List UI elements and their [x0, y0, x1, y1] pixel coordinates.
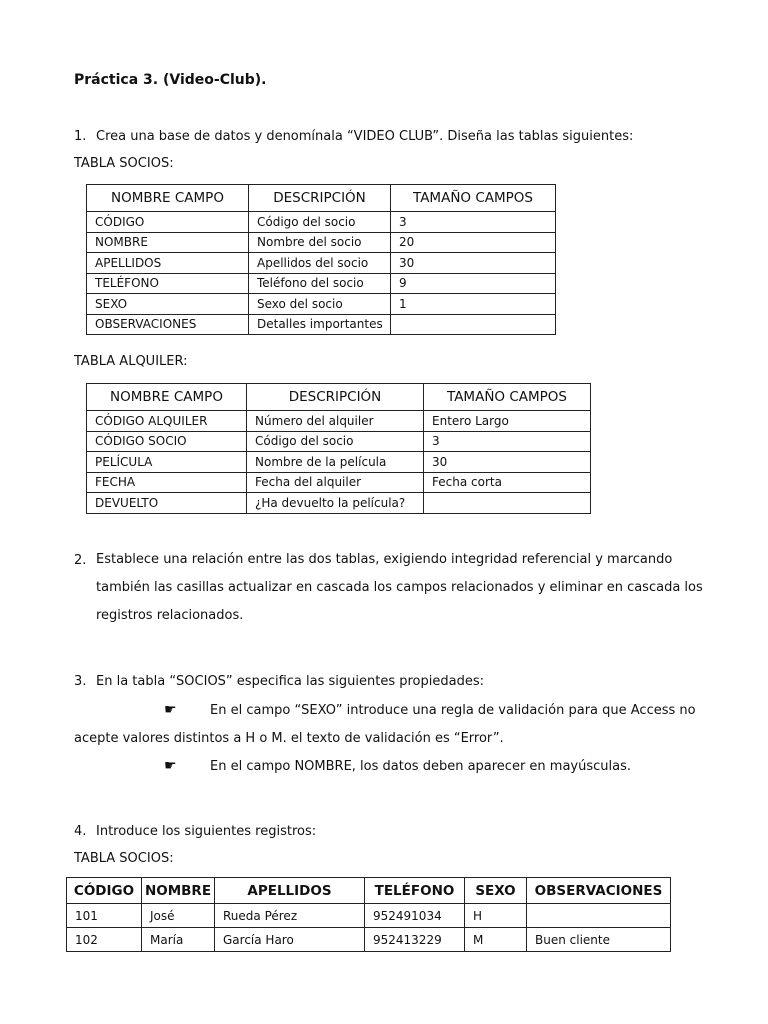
header-cell: APELLIDOS — [215, 878, 365, 904]
table-cell: José — [142, 904, 215, 928]
table-socios-records-label: TABLA SOCIOS: — [74, 851, 174, 866]
question-1-text: Crea una base de datos y denomínala “VIDEO CLUB”. Diseña las tablas siguientes: — [96, 129, 634, 144]
table-cell: FECHA — [87, 472, 247, 493]
header-cell: DESCRIPCIÓN — [247, 384, 424, 411]
pointing-hand-icon: ☛ — [164, 758, 177, 774]
header-cell: SEXO — [465, 878, 527, 904]
header-cell: TAMAÑO CAMPOS — [391, 185, 556, 212]
question-1-number: 1. — [74, 129, 87, 144]
table-row — [87, 314, 556, 335]
header-cell: NOMBRE CAMPO — [87, 384, 247, 411]
table-row — [87, 232, 556, 253]
table-cell: 9 — [391, 273, 556, 294]
table-cell: PELÍCULA — [87, 452, 247, 473]
table-alquiler-label: TABLA ALQUILER: — [74, 354, 188, 369]
table-cell: Código del socio — [249, 212, 391, 233]
table-socios-design — [86, 184, 556, 335]
header-cell: NOMBRE CAMPO — [87, 185, 249, 212]
table-socios-records — [66, 877, 671, 952]
table-cell: Fecha corta — [424, 472, 591, 493]
question-3-bullet-2: En el campo NOMBRE, los datos deben aparecer en mayúsculas. — [210, 759, 632, 774]
table-cell: SEXO — [87, 294, 249, 315]
table-cell: Rueda Pérez — [215, 904, 365, 928]
header-cell: NOMBRE — [142, 878, 215, 904]
table-header-row — [87, 384, 591, 411]
table-header-row — [67, 878, 671, 904]
table-cell: María — [142, 928, 215, 952]
question-2-line-1: Establece una relación entre las dos tablas, exigiendo integridad referencial y marcando — [96, 552, 673, 567]
table-cell: DEVUELTO — [87, 493, 247, 514]
question-3-bullet-1: En el campo “SEXO” introduce una regla de validación para que Access no — [210, 703, 696, 718]
table-cell: 20 — [391, 232, 556, 253]
table-row — [67, 904, 671, 928]
table-cell: 1 — [391, 294, 556, 315]
table-cell: APELLIDOS — [87, 253, 249, 274]
table-row — [87, 493, 591, 514]
question-3-number: 3. — [74, 674, 87, 689]
table-cell: 3 — [424, 431, 591, 452]
table-cell: 102 — [67, 928, 142, 952]
table-cell: 952413229 — [365, 928, 465, 952]
table-cell: H — [465, 904, 527, 928]
table-cell: M — [465, 928, 527, 952]
question-3-bullet-1-continuation: acepte valores distintos a H o M. el texto de validación es “Error”. — [74, 731, 504, 746]
table-cell: TELÉFONO — [87, 273, 249, 294]
table-cell: OBSERVACIONES — [87, 314, 249, 335]
table-row — [87, 212, 556, 233]
table-cell: 952491034 — [365, 904, 465, 928]
table-cell — [391, 314, 556, 335]
table-row — [87, 431, 591, 452]
table-cell: CÓDIGO — [87, 212, 249, 233]
table-cell: 101 — [67, 904, 142, 928]
table-cell: Apellidos del socio — [249, 253, 391, 274]
pointing-hand-icon: ☛ — [164, 702, 177, 718]
table-cell: ¿Ha devuelto la película? — [247, 493, 424, 514]
table-header-row — [87, 185, 556, 212]
table-cell — [424, 493, 591, 514]
table-row — [87, 253, 556, 274]
table-cell: Código del socio — [247, 431, 424, 452]
table-cell: Fecha del alquiler — [247, 472, 424, 493]
table-row — [87, 452, 591, 473]
table-cell: 30 — [424, 452, 591, 473]
table-cell: García Haro — [215, 928, 365, 952]
table-cell: Sexo del socio — [249, 294, 391, 315]
page-title: Práctica 3. (Video-Club). — [74, 72, 267, 88]
question-2-line-2: también las casillas actualizar en cascada los campos relacionados y eliminar en cascada los — [96, 580, 703, 595]
table-row — [87, 411, 591, 432]
table-row — [87, 273, 556, 294]
question-2-line-3: registros relacionados. — [96, 608, 244, 623]
table-alquiler-design — [86, 383, 591, 514]
table-cell: CÓDIGO ALQUILER — [87, 411, 247, 432]
question-4-number: 4. — [74, 824, 87, 839]
table-cell: Buen cliente — [527, 928, 671, 952]
header-cell: TAMAÑO CAMPOS — [424, 384, 591, 411]
question-4-text: Introduce los siguientes registros: — [96, 824, 317, 839]
question-2-number: 2. — [74, 553, 87, 568]
header-cell: TELÉFONO — [365, 878, 465, 904]
table-row — [87, 294, 556, 315]
question-3-text: En la tabla “SOCIOS” especifica las siguientes propiedades: — [96, 674, 484, 689]
table-row — [87, 472, 591, 493]
table-cell: CÓDIGO SOCIO — [87, 431, 247, 452]
header-cell: OBSERVACIONES — [527, 878, 671, 904]
table-cell: Teléfono del socio — [249, 273, 391, 294]
table-cell: Nombre de la película — [247, 452, 424, 473]
table-cell: 30 — [391, 253, 556, 274]
table-cell: 3 — [391, 212, 556, 233]
table-cell: Número del alquiler — [247, 411, 424, 432]
table-cell: Entero Largo — [424, 411, 591, 432]
table-cell: Nombre del socio — [249, 232, 391, 253]
table-row — [67, 928, 671, 952]
header-cell: CÓDIGO — [67, 878, 142, 904]
header-cell: DESCRIPCIÓN — [249, 185, 391, 212]
table-cell — [527, 904, 671, 928]
table-cell: NOMBRE — [87, 232, 249, 253]
table-cell: Detalles importantes — [249, 314, 391, 335]
table-socios-label: TABLA SOCIOS: — [74, 156, 174, 171]
